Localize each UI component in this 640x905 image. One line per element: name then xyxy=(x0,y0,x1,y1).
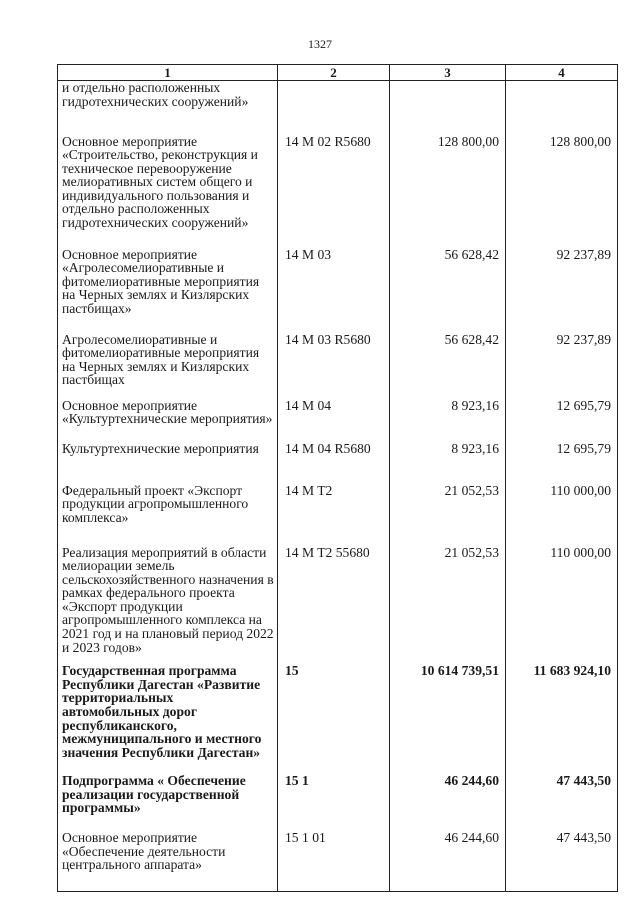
column-header: 2 xyxy=(278,65,390,81)
row-value-2021-cell: 8 923,16 xyxy=(390,432,506,474)
row-value-2021-cell: 56 628,42 xyxy=(390,238,506,323)
row-value-2021-cell xyxy=(390,81,506,125)
row-name-cell: Основное мероприятие «Культуртехнические мероприятия» xyxy=(58,389,278,432)
row-value-2022-cell: 12 695,79 xyxy=(506,389,618,432)
table-row xyxy=(58,536,618,655)
row-name-cell: Культуртехнические мероприятия xyxy=(58,432,278,474)
row-value-2021-cell: 10 614 739,51 xyxy=(390,654,506,764)
row-value-2022-cell: 92 237,89 xyxy=(506,323,618,389)
row-value-2022-cell: 128 800,00 xyxy=(506,125,618,238)
row-code-cell: 14 M 02 R5680 xyxy=(278,125,390,238)
row-code-cell: 14 M 03 xyxy=(278,238,390,323)
row-value-2022-cell: 47 443,50 xyxy=(506,821,618,891)
table-row xyxy=(58,125,618,238)
budget-table xyxy=(57,64,618,892)
row-code-cell: 14 M T2 xyxy=(278,474,390,536)
row-value-2021-cell: 21 052,53 xyxy=(390,536,506,655)
row-value-2021-cell: 128 800,00 xyxy=(390,125,506,238)
row-name-cell: Основное мероприятие «Обеспечение деятельности центрального аппарата» xyxy=(58,821,278,891)
table-row xyxy=(58,474,618,536)
table-row xyxy=(58,81,618,125)
row-value-2021-cell: 21 052,53 xyxy=(390,474,506,536)
row-value-2021-cell: 8 923,16 xyxy=(390,389,506,432)
row-code-cell: 14 M T2 55680 xyxy=(278,536,390,655)
row-value-2021-cell: 56 628,42 xyxy=(390,323,506,389)
table-row xyxy=(58,238,618,323)
column-header: 1 xyxy=(58,65,278,81)
row-name-cell: Реализация мероприятий в области мелиорации земель сельскохозяйственного назначения в рамках федерального проекта «Экспорт продукции агропромышленного комплекса на 2021 год и на плановый период 2022 и 2023 годов» xyxy=(58,536,278,655)
row-name-cell: Основное мероприятие «Строительство, реконструкция и техническое перевооружение мелиоративных систем общего и индивидуального пользования и отдельно расположенных гидротехнических сооружений» xyxy=(58,125,278,238)
table-row xyxy=(58,764,618,821)
row-value-2022-cell xyxy=(506,81,618,125)
row-code-cell: 15 1 xyxy=(278,764,390,821)
table-row xyxy=(58,389,618,432)
table-row xyxy=(58,654,618,764)
row-value-2022-cell: 92 237,89 xyxy=(506,238,618,323)
row-code-cell xyxy=(278,81,390,125)
row-value-2022-cell: 110 000,00 xyxy=(506,474,618,536)
row-code-cell: 14 M 04 R5680 xyxy=(278,432,390,474)
row-value-2021-cell: 46 244,60 xyxy=(390,764,506,821)
table-row xyxy=(58,432,618,474)
row-name-cell: Подпрограмма « Обеспечение реализации государственной программы» xyxy=(58,764,278,821)
row-value-2021-cell: 46 244,60 xyxy=(390,821,506,891)
row-name-cell: Федеральный проект «Экспорт продукции агропромышленного комплекса» xyxy=(58,474,278,536)
row-name-cell: Государственная программа Республики Дагестан «Развитие территориальных автомобильных дорог республиканского, межмуниципального и местного значения Республики Дагестан» xyxy=(58,654,278,764)
row-name-cell: Основное мероприятие «Агролесомелиоративные и фитомелиоративные мероприятия на Черных землях и Кизлярских пастбищах» xyxy=(58,238,278,323)
column-header: 3 xyxy=(390,65,506,81)
row-value-2022-cell: 12 695,79 xyxy=(506,432,618,474)
row-code-cell: 14 M 03 R5680 xyxy=(278,323,390,389)
row-value-2022-cell: 110 000,00 xyxy=(506,536,618,655)
row-code-cell: 15 1 01 xyxy=(278,821,390,891)
page-number: 1327 xyxy=(308,37,332,51)
row-code-cell: 14 M 04 xyxy=(278,389,390,432)
row-value-2022-cell: 47 443,50 xyxy=(506,764,618,821)
table-row xyxy=(58,323,618,389)
row-name-cell: и отдельно расположенных гидротехнических сооружений» xyxy=(58,81,278,125)
column-header: 4 xyxy=(506,65,618,81)
row-name-cell: Агролесомелиоративные и фитомелиоративные мероприятия на Черных землях и Кизлярских пастбищах xyxy=(58,323,278,389)
table-row xyxy=(58,821,618,891)
row-value-2022-cell: 11 683 924,10 xyxy=(506,654,618,764)
row-code-cell: 15 xyxy=(278,654,390,764)
table-header-row xyxy=(58,65,618,81)
